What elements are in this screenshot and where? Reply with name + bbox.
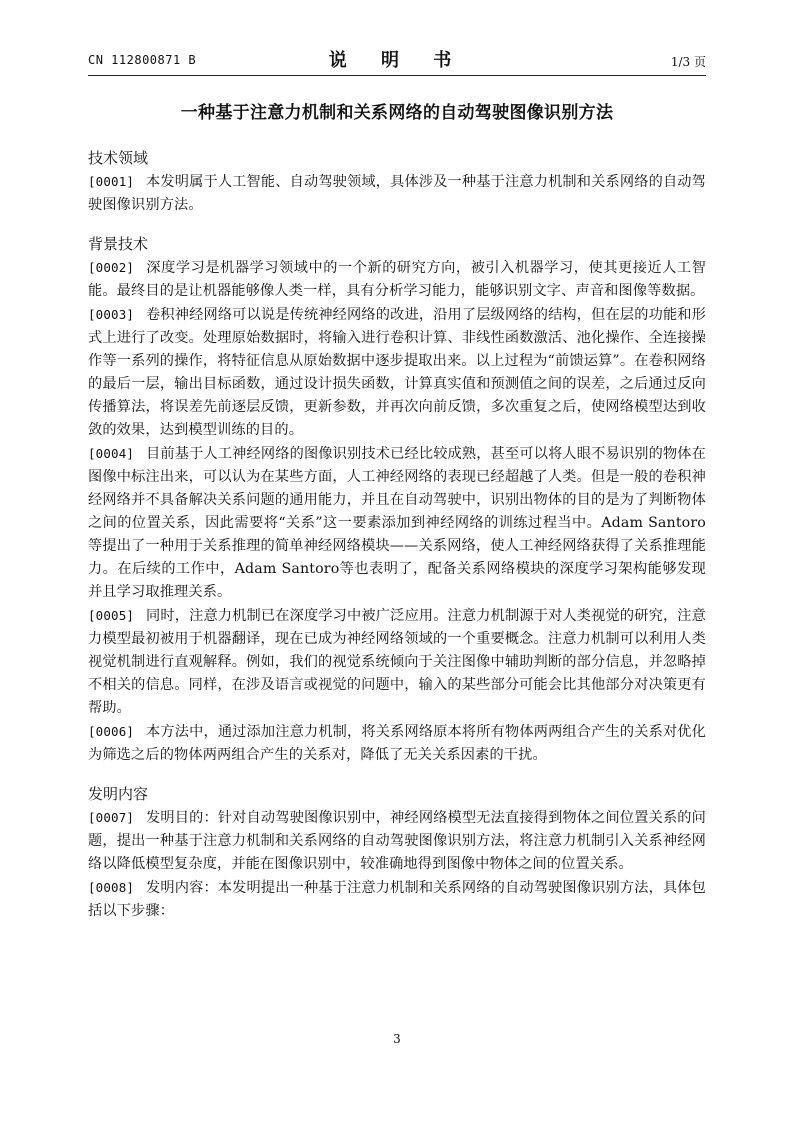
paragraph	[88, 442, 706, 604]
paragraph	[88, 256, 706, 303]
document-type: 说 明 书	[328, 50, 466, 71]
document-title: 一种基于注意力机制和关系网络的自动驾驶图像识别方法	[180, 103, 614, 123]
paragraph	[88, 604, 706, 720]
header-divider	[88, 75, 706, 76]
section-heading: 技术领域	[88, 149, 149, 167]
page-number: 3	[393, 1032, 401, 1046]
patent-number: CN 112800871 B	[88, 53, 197, 67]
paragraph-text: 目前基于人工神经网络的图像识别技术已经比较成熟，甚至可以将人眼不易识别的物体在图像中标注出来，可以认为在某些方面，人工神经网络的表现已经超越了人类。但是一般的卷积神经网络并不具备解决关系问题的通用能力，并且在自动驾驶中，识别出物体的目的是为了判断物体之间的位置关系，因此需要将“关系”这一要素添加到神经网络的训练过程当中。Adam Santoro等提出了一种用于关系推理的简单神经网络模块——关系网络，使人工神经网络获得了关系推理能力。在后续的工作中，Adam Santoro等也表明了，配备关系网络模块的深度学习架构能够发现并且学习取推理关系。	[88, 446, 706, 600]
paragraph-number: [0002]	[88, 260, 135, 275]
paragraph-text: 本发明属于人工智能、自动驾驶领域，具体涉及一种基于注意力机制和关系网络的自动驾驶图像识别方法。	[88, 174, 706, 213]
paragraph-number: [0007]	[88, 810, 135, 825]
paragraph	[88, 720, 706, 767]
page-header	[88, 46, 706, 76]
section-heading: 发明内容	[88, 785, 149, 803]
paragraph-text: 发明目的：针对自动驾驶图像识别中，神经网络模型无法直接得到物体之间位置关系的问题，提出一种基于注意力机制和关系网络的自动驾驶图像识别方法，将注意力机制引入关系神经网络以降低模型复杂度，并能在图像识别中，较准确地得到图像中物体之间的位置关系。	[88, 810, 706, 872]
paragraph	[88, 876, 706, 923]
page-indicator: 1/3 页	[670, 55, 706, 69]
paragraph-text: 深度学习是机器学习领域中的一个新的研究方向，被引入机器学习，使其更接近人工智能。最终目的是让机器能够像人类一样，具有分析学习能力，能够识别文字、声音和图像等数据。	[88, 260, 706, 299]
paragraph-text: 本方法中，通过添加注意力机制，将关系网络原本将所有物体两两组合产生的关系对优化为筛选之后的物体两两组合产生的关系对，降低了无关关系因素的干扰。	[88, 724, 706, 763]
paragraph-number: [0003]	[88, 307, 135, 322]
paragraph-number: [0005]	[88, 608, 135, 623]
section-technical-field	[88, 147, 706, 217]
paragraph-text: 同时，注意力机制已在深度学习中被广泛应用。注意力机制源于对人类视觉的研究，注意力模型最初被用于机器翻译，现在已成为神经网络领域的一个重要概念。注意力机制可以利用人类视觉机制进行直观解释。例如，我们的视觉系统倾向于关注图像中辅助判断的部分信息，并忽略掉不相关的信息。同样，在涉及语言或视觉的问题中，输入的某些部分可能会比其他部分对决策更有帮助。	[88, 608, 706, 716]
paragraph-number: [0001]	[88, 174, 135, 189]
paragraph-number: [0004]	[88, 446, 135, 461]
document-body	[88, 147, 706, 939]
paragraph-text: 发明内容：本发明提出一种基于注意力机制和关系网络的自动驾驶图像识别方法，具体包括以下步骤：	[88, 880, 706, 919]
paragraph	[88, 170, 706, 217]
section-background	[88, 233, 706, 767]
paragraph-text: 卷积神经网络可以说是传统神经网络的改进，沿用了层级网络的结构，但在层的功能和形式上进行了改变。处理原始数据时，将输入进行卷积计算、非线性函数激活、池化操作、全连接操作等一系列的操作，将特征信息从原始数据中逐步提取出来。以上过程为“前馈运算”。在卷积网络的最后一层，输出目标函数，通过设计损失函数，计算真实值和预测值之间的误差，之后通过反向传播算法，将误差先前逐层反馈，更新参数，并再次向前反馈，多次重复之后，使网络模型达到收敛的效果，达到模型训练的目的。	[88, 307, 706, 438]
paragraph-number: [0008]	[88, 880, 135, 895]
paragraph	[88, 806, 706, 876]
paragraph-number: [0006]	[88, 724, 135, 739]
section-heading: 背景技术	[88, 235, 149, 253]
section-summary	[88, 783, 706, 923]
paragraph	[88, 303, 706, 442]
